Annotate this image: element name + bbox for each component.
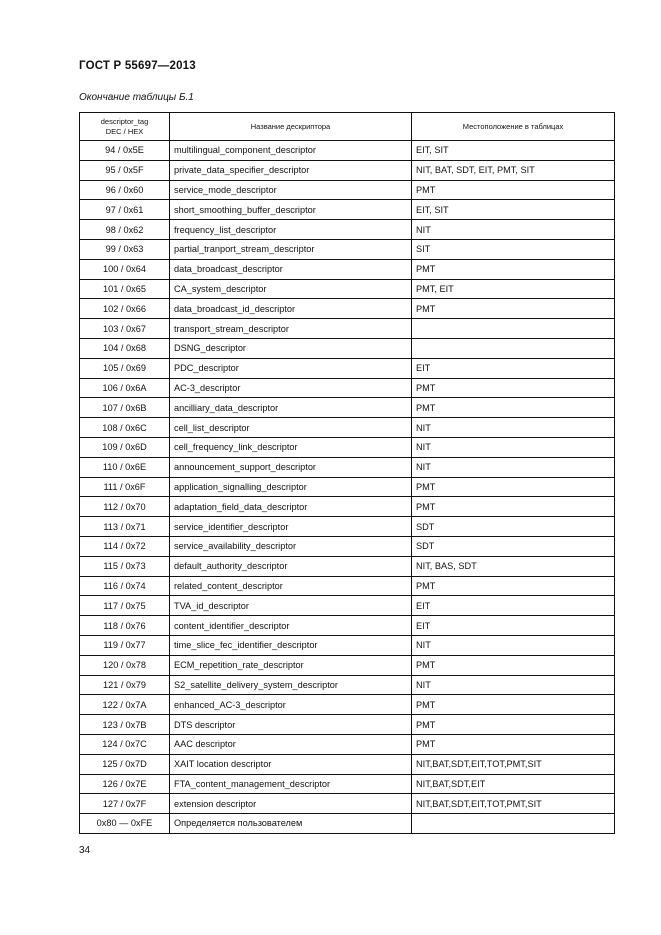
- tag-cell: 118 / 0x76: [80, 616, 170, 636]
- table-row: [80, 675, 615, 695]
- location-cell: PMT: [412, 734, 615, 754]
- descriptor-name-cell: enhanced_AC-3_descriptor: [170, 695, 412, 715]
- descriptor-name-cell: time_slice_fec_identifier_descriptor: [170, 635, 412, 655]
- table-row: [80, 378, 615, 398]
- tag-cell: 102 / 0x66: [80, 299, 170, 319]
- page-number: 34: [79, 845, 91, 856]
- table-row: [80, 517, 615, 537]
- location-cell: PMT, EIT: [412, 279, 615, 299]
- descriptor-name-cell: DSNG_descriptor: [170, 338, 412, 358]
- tag-cell: 99 / 0x63: [80, 239, 170, 259]
- tag-cell: 100 / 0x64: [80, 259, 170, 279]
- table-row: [80, 616, 615, 636]
- descriptor-name-cell: partial_tranport_stream_descriptor: [170, 239, 412, 259]
- table-row: [80, 200, 615, 220]
- table-row: [80, 695, 615, 715]
- location-cell: [412, 338, 615, 358]
- descriptor-name-cell: CA_system_descriptor: [170, 279, 412, 299]
- descriptor-name-cell: data_broadcast_descriptor: [170, 259, 412, 279]
- location-cell: NIT,BAT,SDT,EIT: [412, 774, 615, 794]
- tag-cell: 120 / 0x78: [80, 655, 170, 675]
- table-row: [80, 358, 615, 378]
- tag-cell: 96 / 0x60: [80, 180, 170, 200]
- location-cell: EIT, SIT: [412, 141, 615, 161]
- tag-cell: 94 / 0x5E: [80, 141, 170, 161]
- descriptor-name-cell: cell_frequency_link_descriptor: [170, 437, 412, 457]
- table-row: [80, 220, 615, 240]
- table-row: [80, 497, 615, 517]
- descriptor-name-cell: multilingual_component_descriptor: [170, 141, 412, 161]
- tag-cell: 103 / 0x67: [80, 319, 170, 339]
- location-cell: SDT: [412, 517, 615, 537]
- table-row: [80, 715, 615, 735]
- location-cell: PMT: [412, 398, 615, 418]
- location-cell: PMT: [412, 576, 615, 596]
- tag-cell: 121 / 0x79: [80, 675, 170, 695]
- column-header-tag: [80, 113, 170, 141]
- descriptor-name-cell: ancilliary_data_descriptor: [170, 398, 412, 418]
- table-row: [80, 319, 615, 339]
- location-cell: EIT, SIT: [412, 200, 615, 220]
- table-row: [80, 299, 615, 319]
- descriptor-name-cell: content_identifier_descriptor: [170, 616, 412, 636]
- table-row: [80, 437, 615, 457]
- column-header-name: [170, 113, 412, 141]
- table-row: [80, 398, 615, 418]
- location-cell: NIT: [412, 220, 615, 240]
- descriptor-name-cell: Определяется пользователем: [170, 814, 412, 834]
- descriptor-name-cell: data_broadcast_id_descriptor: [170, 299, 412, 319]
- table-row: [80, 814, 615, 834]
- location-cell: SIT: [412, 239, 615, 259]
- document-title: ГОСТ Р 55697—2013: [79, 60, 196, 72]
- descriptor-name-cell: DTS descriptor: [170, 715, 412, 735]
- tag-cell: 104 / 0x68: [80, 338, 170, 358]
- descriptor-name-cell: XAIT location descriptor: [170, 754, 412, 774]
- location-cell: PMT: [412, 695, 615, 715]
- descriptor-name-cell: FTA_content_management_descriptor: [170, 774, 412, 794]
- column-header-location-label: Местоположение в таблицах: [462, 121, 564, 131]
- descriptor-name-cell: AAC descriptor: [170, 734, 412, 754]
- table-row: [80, 141, 615, 161]
- table-row: [80, 279, 615, 299]
- table-row: [80, 457, 615, 477]
- tag-cell: 106 / 0x6A: [80, 378, 170, 398]
- table-row: [80, 338, 615, 358]
- table-row: [80, 794, 615, 814]
- location-cell: [412, 814, 615, 834]
- location-cell: NIT: [412, 437, 615, 457]
- tag-cell: 119 / 0x77: [80, 635, 170, 655]
- column-header-tag-line2: DEC / HEX: [105, 126, 144, 136]
- descriptor-name-cell: service_identifier_descriptor: [170, 517, 412, 537]
- tag-cell: 124 / 0x7C: [80, 734, 170, 754]
- descriptor-name-cell: announcement_support_descriptor: [170, 457, 412, 477]
- descriptor-name-cell: transport_stream_descriptor: [170, 319, 412, 339]
- location-cell: PMT: [412, 497, 615, 517]
- tag-cell: 113 / 0x71: [80, 517, 170, 537]
- descriptor-name-cell: cell_list_descriptor: [170, 418, 412, 438]
- table-row: [80, 556, 615, 576]
- tag-cell: 109 / 0x6D: [80, 437, 170, 457]
- tag-cell: 114 / 0x72: [80, 536, 170, 556]
- location-cell: PMT: [412, 259, 615, 279]
- tag-cell: 98 / 0x62: [80, 220, 170, 240]
- descriptor-name-cell: private_data_specifier_descriptor: [170, 160, 412, 180]
- table-header: [80, 113, 615, 141]
- table-row: [80, 596, 615, 616]
- table-row: [80, 774, 615, 794]
- descriptor-name-cell: service_availability_descriptor: [170, 536, 412, 556]
- tag-cell: 101 / 0x65: [80, 279, 170, 299]
- descriptor-name-cell: related_content_descriptor: [170, 576, 412, 596]
- location-cell: NIT: [412, 675, 615, 695]
- descriptor-name-cell: PDC_descriptor: [170, 358, 412, 378]
- column-header-tag-line1: descriptor_tag: [100, 116, 149, 126]
- table-header-row: [80, 113, 615, 141]
- location-cell: NIT, BAT, SDT, EIT, PMT, SIT: [412, 160, 615, 180]
- location-cell: NIT, BAS, SDT: [412, 556, 615, 576]
- descriptor-name-cell: ECM_repetition_rate_descriptor: [170, 655, 412, 675]
- descriptor-name-cell: AC-3_descriptor: [170, 378, 412, 398]
- location-cell: NIT: [412, 418, 615, 438]
- tag-cell: 125 / 0x7D: [80, 754, 170, 774]
- table-row: [80, 259, 615, 279]
- column-header-location: [412, 113, 615, 141]
- tag-cell: 123 / 0x7B: [80, 715, 170, 735]
- descriptor-name-cell: extension descriptor: [170, 794, 412, 814]
- table-row: [80, 477, 615, 497]
- location-cell: NIT,BAT,SDT,EIT,TOT,PMT,SIT: [412, 794, 615, 814]
- location-cell: PMT: [412, 180, 615, 200]
- table-row: [80, 754, 615, 774]
- table-row: [80, 576, 615, 596]
- tag-cell: 115 / 0x73: [80, 556, 170, 576]
- descriptor-name-cell: service_mode_descriptor: [170, 180, 412, 200]
- location-cell: [412, 319, 615, 339]
- tag-cell: 105 / 0x69: [80, 358, 170, 378]
- table-row: [80, 635, 615, 655]
- descriptor-name-cell: TVA_id_descriptor: [170, 596, 412, 616]
- tag-cell: 110 / 0x6E: [80, 457, 170, 477]
- tag-cell: 108 / 0x6C: [80, 418, 170, 438]
- tag-cell: 122 / 0x7A: [80, 695, 170, 715]
- location-cell: EIT: [412, 358, 615, 378]
- descriptor-table: [79, 112, 615, 834]
- tag-cell: 97 / 0x61: [80, 200, 170, 220]
- tag-cell: 0x80 — 0xFE: [80, 814, 170, 834]
- location-cell: SDT: [412, 536, 615, 556]
- location-cell: PMT: [412, 655, 615, 675]
- descriptor-name-cell: S2_satellite_delivery_system_descriptor: [170, 675, 412, 695]
- descriptor-name-cell: frequency_list_descriptor: [170, 220, 412, 240]
- tag-cell: 95 / 0x5F: [80, 160, 170, 180]
- tag-cell: 127 / 0x7F: [80, 794, 170, 814]
- location-cell: NIT,BAT,SDT,EIT,TOT,PMT,SIT: [412, 754, 615, 774]
- tag-cell: 126 / 0x7E: [80, 774, 170, 794]
- table-row: [80, 239, 615, 259]
- location-cell: NIT: [412, 457, 615, 477]
- tag-cell: 116 / 0x74: [80, 576, 170, 596]
- tag-cell: 117 / 0x75: [80, 596, 170, 616]
- table-row: [80, 160, 615, 180]
- table-row: [80, 180, 615, 200]
- table-row: [80, 734, 615, 754]
- location-cell: EIT: [412, 596, 615, 616]
- descriptor-name-cell: default_authority_descriptor: [170, 556, 412, 576]
- descriptor-name-cell: short_smoothing_buffer_descriptor: [170, 200, 412, 220]
- table-row: [80, 418, 615, 438]
- table-body: [80, 141, 615, 834]
- descriptor-name-cell: adaptation_field_data_descriptor: [170, 497, 412, 517]
- location-cell: NIT: [412, 635, 615, 655]
- table-row: [80, 536, 615, 556]
- location-cell: PMT: [412, 477, 615, 497]
- descriptor-name-cell: application_signalling_descriptor: [170, 477, 412, 497]
- location-cell: PMT: [412, 378, 615, 398]
- column-header-name-label: Название дескриптора: [250, 121, 331, 131]
- table-caption: Окончание таблицы Б.1: [79, 92, 194, 103]
- table-row: [80, 655, 615, 675]
- tag-cell: 107 / 0x6B: [80, 398, 170, 418]
- location-cell: EIT: [412, 616, 615, 636]
- location-cell: PMT: [412, 715, 615, 735]
- tag-cell: 111 / 0x6F: [80, 477, 170, 497]
- tag-cell: 112 / 0x70: [80, 497, 170, 517]
- location-cell: PMT: [412, 299, 615, 319]
